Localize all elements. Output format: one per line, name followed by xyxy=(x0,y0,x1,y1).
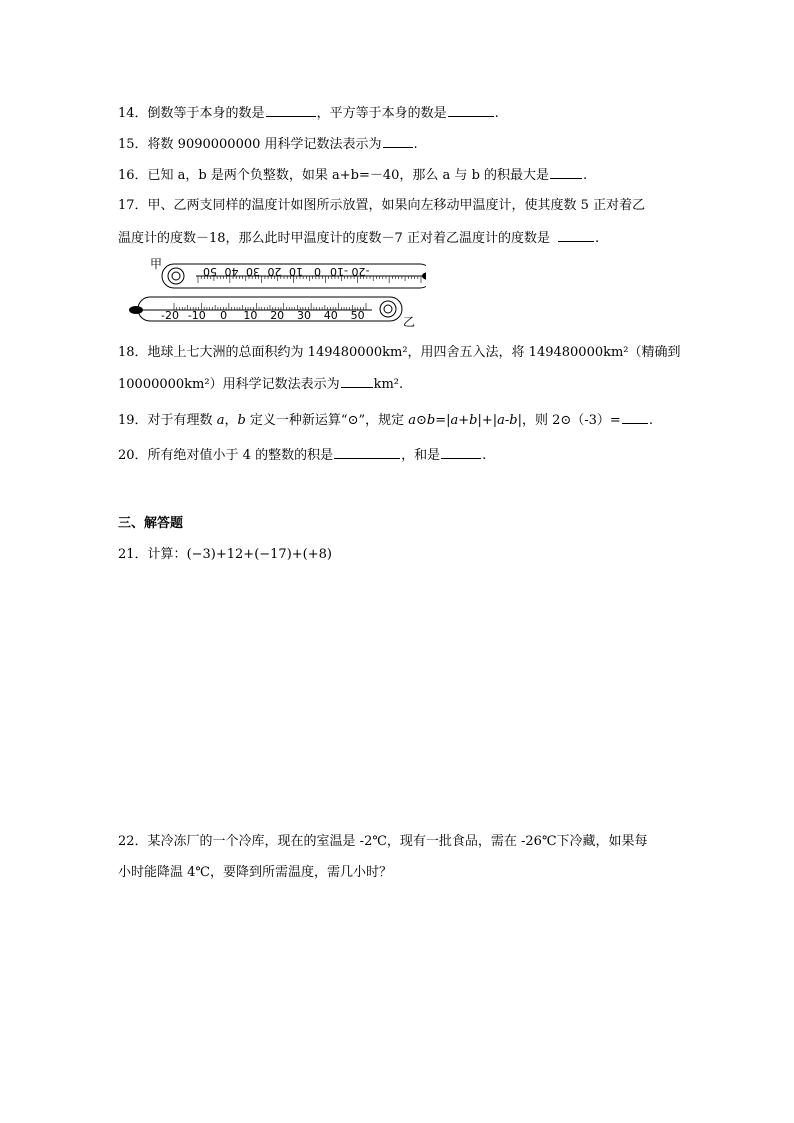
answer-blank[interactable] xyxy=(550,165,582,179)
tick-label: 10 xyxy=(243,309,258,322)
answer-blank[interactable] xyxy=(341,374,373,388)
question-17-line-2 xyxy=(118,228,599,248)
label-yi: 乙 xyxy=(403,315,416,328)
label-jia: 甲 xyxy=(150,257,163,271)
question-text: 定义一种新运算“⊙”，规定 xyxy=(245,413,409,428)
variable-b: b xyxy=(237,413,246,428)
question-number: 15． xyxy=(118,137,148,152)
question-text: ，和是 xyxy=(401,448,441,463)
answer-blank[interactable] xyxy=(558,228,594,242)
question-text: 10000000km²）用科学记数法表示为 xyxy=(118,377,340,392)
question-number: 20． xyxy=(118,448,148,463)
answer-blank[interactable] xyxy=(334,445,400,459)
tick-label: 0 xyxy=(220,309,228,322)
question-text: 倒数等于本身的数是 xyxy=(147,106,265,121)
question-17-line-1 xyxy=(118,196,645,216)
question-text: 已知 a，b 是两个负整数，如果 a+b=－40，那么 a 与 b 的积最大是 xyxy=(147,168,550,183)
answer-blank[interactable] xyxy=(266,103,316,117)
variable-a: a xyxy=(216,413,225,428)
period: . xyxy=(399,377,404,392)
question-18-line-1 xyxy=(118,343,681,363)
answer-blank[interactable] xyxy=(441,445,481,459)
period: . xyxy=(594,231,600,246)
question-15 xyxy=(118,134,418,154)
period: . xyxy=(413,137,418,152)
period: . xyxy=(482,448,487,463)
thermometer-jia xyxy=(162,264,426,288)
question-number: 16． xyxy=(118,168,148,183)
question-20 xyxy=(118,445,486,465)
period: . xyxy=(583,168,588,183)
tick-label: 30 xyxy=(297,309,311,322)
tick-label: 40 xyxy=(224,265,239,278)
tick-label: 40 xyxy=(323,309,338,322)
tick-label: 30 xyxy=(246,265,260,278)
period: . xyxy=(494,106,499,121)
question-text: 所有绝对值小于 4 的整数的积是 xyxy=(147,448,334,463)
question-21 xyxy=(118,545,332,565)
question-text: ，平方等于本身的数是 xyxy=(316,106,447,121)
answer-blank[interactable] xyxy=(448,103,494,117)
question-text: 甲、乙两支同样的温度计如图所示放置，如果向左移动甲温度计，使其度数 5 正对着乙 xyxy=(147,198,646,213)
question-number: 18． xyxy=(118,345,148,360)
question-number: 14． xyxy=(118,106,148,121)
tick-label: -20 xyxy=(351,265,370,278)
question-text: 将数 9090000000 用科学记数法表示为 xyxy=(147,137,382,152)
answer-blank[interactable] xyxy=(383,134,413,148)
thermometer-figure xyxy=(126,256,426,328)
question-number: 22． xyxy=(118,834,148,849)
math-expression: (−3)+12+(−17)+(+8) xyxy=(186,547,332,562)
question-14 xyxy=(118,103,499,123)
tick-label: -10 xyxy=(330,265,348,278)
tick-label: -20 xyxy=(161,309,179,322)
question-text: 地球上七大洲的总面积约为 149480000km²，用四舍五入法，将 149480000km²（精确到 xyxy=(147,345,681,360)
question-18-line-2 xyxy=(118,374,403,394)
question-text: 计算： xyxy=(147,547,187,562)
question-number: 19． xyxy=(118,413,148,428)
tick-label: 50 xyxy=(203,265,217,278)
section-title: 三、解答题 xyxy=(118,516,184,531)
question-text: ，则 2⊙（-3）= xyxy=(521,413,621,428)
tick-label: 20 xyxy=(267,265,282,278)
tick-label: -10 xyxy=(187,309,206,322)
question-text: 小时能降温 4℃，要降到所需温度，需几小时？ xyxy=(118,865,392,880)
question-number: 17． xyxy=(118,198,148,213)
question-22-line-2 xyxy=(118,863,392,883)
question-22-line-1 xyxy=(118,832,648,852)
comma: ， xyxy=(224,413,238,428)
tick-label: 50 xyxy=(350,309,365,322)
period: . xyxy=(648,413,653,428)
question-text: 对于有理数 xyxy=(147,413,217,428)
unit: km² xyxy=(373,377,400,392)
tick-label: 20 xyxy=(270,309,285,322)
answer-blank[interactable] xyxy=(622,410,648,424)
thermometer-yi xyxy=(129,297,402,322)
question-text: 某冷冻厂的一个冷库，现在的室温是 -2℃，现有一批食品，需在 -26℃下冷藏，如果每 xyxy=(147,834,648,849)
tick-label: 0 xyxy=(314,265,321,278)
question-19 xyxy=(118,410,653,430)
question-number: 21． xyxy=(118,547,148,562)
operation-rule: a⊙b=|a+b|+|a-b| xyxy=(408,413,522,428)
tick-label: 10 xyxy=(289,265,303,278)
question-text: 温度计的度数－18，那么此时甲温度计的度数－7 正对着乙温度计的度数是 xyxy=(118,231,550,246)
question-16 xyxy=(118,165,587,185)
